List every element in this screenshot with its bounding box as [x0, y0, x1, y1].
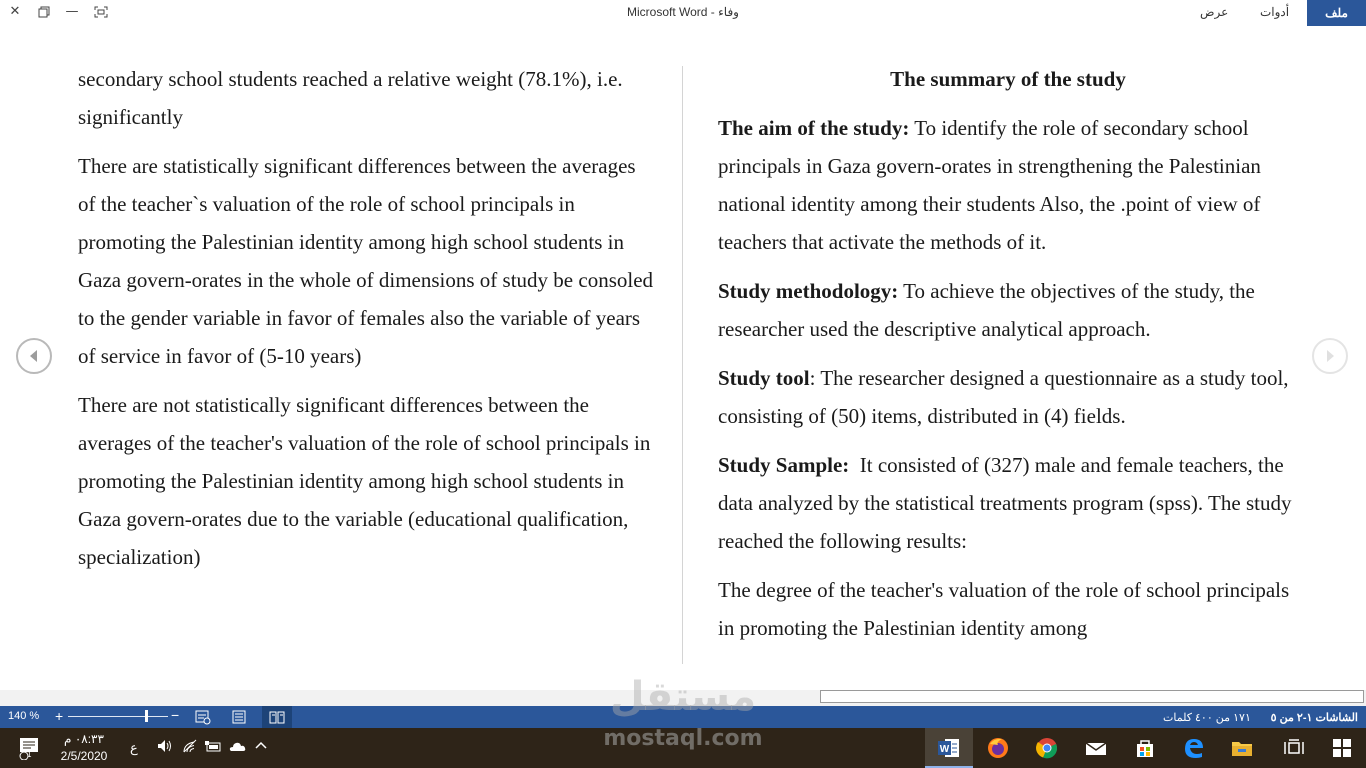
aim-text: To identify the role of secondary school principals in Gaza govern-orates in strengthening the Palestinian national identity among their students Also, the .point of view of teachers that activate the methods of it.	[718, 116, 1261, 254]
start-button[interactable]	[1318, 728, 1366, 768]
right-page	[718, 60, 1298, 658]
tool-label: Study tool	[718, 366, 810, 390]
menu-file[interactable]: ملف	[1307, 0, 1366, 26]
title-bar	[0, 0, 1366, 26]
print-layout-view-button[interactable]	[230, 709, 252, 725]
methodology-text: To achieve the objectives of the study, the researcher used the descriptive analytical approach.	[718, 279, 1255, 341]
battery-icon[interactable]	[204, 738, 222, 754]
edge-icon	[1182, 736, 1206, 760]
file-explorer-icon	[1230, 736, 1254, 760]
store-icon	[1133, 736, 1157, 760]
taskbar-word[interactable]	[925, 728, 973, 768]
taskbar	[0, 728, 1366, 768]
mail-icon	[1084, 736, 1108, 760]
zoom-slider-thumb[interactable]	[145, 710, 148, 722]
input-language[interactable]: ع	[130, 740, 138, 755]
chevron-up-icon[interactable]	[254, 738, 268, 754]
aim-label: The aim of the study:	[718, 116, 910, 140]
firefox-icon	[986, 736, 1010, 760]
taskbar-file-explorer[interactable]	[1218, 728, 1266, 768]
clock-date[interactable]: 2/5/2020	[60, 749, 108, 763]
volume-icon[interactable]	[156, 738, 172, 754]
svg-text:W: W	[939, 744, 950, 755]
paragraph	[718, 359, 1298, 435]
task-view-icon	[1282, 736, 1306, 760]
minimize-icon[interactable]: —	[65, 4, 79, 19]
onedrive-icon[interactable]	[228, 738, 246, 754]
taskbar-firefox[interactable]	[974, 728, 1022, 768]
book-icon	[262, 706, 292, 728]
next-page-button[interactable]	[1312, 338, 1348, 374]
status-bar	[0, 706, 1366, 728]
taskbar-task-view[interactable]	[1270, 728, 1318, 768]
paragraph: secondary school students reached a relative weight (78.1%), i.e. significantly	[78, 67, 623, 129]
window-title: Microsoft Word - وفاء	[627, 5, 739, 19]
taskbar-chrome[interactable]	[1023, 728, 1071, 768]
taskbar-mail[interactable]	[1072, 728, 1120, 768]
chevron-left-icon	[18, 340, 50, 372]
taskbar-store[interactable]	[1121, 728, 1169, 768]
paragraph	[718, 446, 1298, 560]
watermark-latin: mostaql.com	[603, 726, 763, 751]
sample-label: Study Sample:	[718, 453, 850, 477]
zoom-in-button[interactable]: +	[55, 708, 64, 724]
notification-count: 1	[27, 750, 32, 759]
word-icon	[937, 736, 961, 760]
paragraph: There are statistically significant differences between the averages of the teacher`s valuation of the role of school principals in promoting the Palestinian identity among high school students in Gaza govern-orates in the whole of dimensions of study be consoled to the gender variable in favor of females also the variable of years of service in favor of (5-10 years)	[78, 154, 654, 368]
web-layout-icon	[194, 709, 212, 725]
watermark-arabic: مستقل	[609, 674, 757, 720]
paragraph	[718, 272, 1298, 348]
word-count: ١٧١ من ٤٠٠ كلمات	[1163, 712, 1251, 724]
paragraph	[718, 109, 1298, 261]
summary-heading: The summary of the study	[890, 67, 1126, 91]
clock-time[interactable]: ٠٨:٣٣ م	[64, 732, 104, 746]
paragraph: The degree of the teacher's valuation of the role of school principals in promoting the Palestinian identity among	[718, 578, 1290, 640]
zoom-level[interactable]: 140 %	[8, 710, 40, 722]
page-divider	[682, 66, 683, 664]
page-count: الشاشات ١-٢ من ٥	[1270, 712, 1358, 724]
read-mode-view-button[interactable]	[262, 706, 292, 728]
zoom-slider[interactable]	[68, 716, 168, 717]
horizontal-scrollbar[interactable]	[820, 690, 1364, 703]
menu-tools[interactable]: أدوات	[1260, 5, 1290, 19]
wifi-icon[interactable]	[182, 738, 198, 754]
sample-text: It consisted of (327) male and female teachers, the data analyzed by the statistical treatments program (spss). The study reached the following results:	[718, 453, 1297, 553]
methodology-label: Study methodology:	[718, 279, 899, 303]
web-layout-view-button[interactable]	[194, 709, 216, 725]
paragraph: There are not statistically significant differences between the averages of the teacher's valuation of the role of school principals in promoting the Palestinian identity among high school students in Gaza govern-orates due to the variable (educational qualification, specialization)	[78, 393, 651, 569]
previous-page-button[interactable]	[16, 338, 52, 374]
menu-view[interactable]: عرض	[1200, 5, 1229, 19]
close-icon[interactable]: ✕	[9, 4, 21, 19]
tool-text: : The researcher designed a questionnaire as a study tool, consisting of (50) items, distributed in (4) fields.	[718, 366, 1289, 428]
left-page	[78, 60, 658, 587]
print-layout-icon	[230, 709, 248, 725]
chrome-icon	[1035, 736, 1059, 760]
chevron-right-icon	[1314, 340, 1346, 372]
taskbar-edge[interactable]	[1170, 728, 1218, 768]
start-icon	[1330, 736, 1354, 760]
zoom-out-button[interactable]: −	[171, 707, 180, 723]
notifications-button[interactable]	[8, 728, 48, 768]
